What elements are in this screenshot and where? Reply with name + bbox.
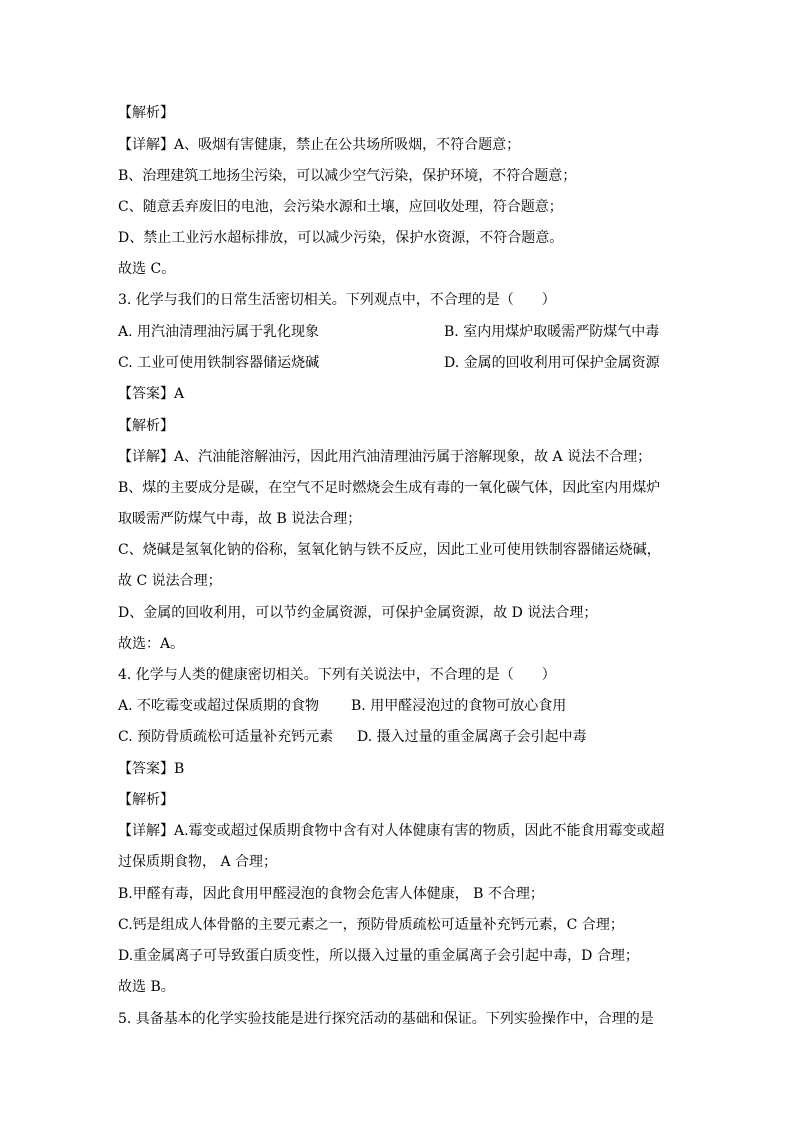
q4-answer: 【答案】B [118,761,185,777]
q3-option-d: D. 金属的回收利用可保护金属资源 [444,355,660,371]
q3-analysis-label: 【解析】 [118,418,174,434]
q3-detail-a: 【详解】A、汽油能溶解油污，因此用汽油清理油污属于溶解现象，故 A 说法不合理； [118,449,652,465]
q2-detail-d: D、禁止工业污水超标排放，可以减少污染，保护水资源，不符合题意。 [118,230,564,246]
q2-analysis-label: 【解析】 [118,105,174,121]
q4-detail-d: D.重金属离子可导致蛋白质变性，所以摄入过量的重金属离子会引起中毒，D 合理； [118,948,639,964]
q3-conclusion: 故选：A。 [118,636,185,652]
q3-detail-c-line1: C、烧碱是氢氧化钠的俗称，氢氧化钠与铁不反应，因此工业可使用铁制容器储运烧碱， [118,542,661,558]
q3-detail-b-line1: B、煤的主要成分是碳，在空气不足时燃烧会生成有毒的一氧化碳气体，因此室内用煤炉 [118,480,661,496]
q2-detail-c: C、随意丢弃废旧的电池，会污染水源和土壤，应回收处理，符合题意； [118,199,563,215]
q5-stem: 5. 具备基本的化学实验技能是进行探究活动的基础和保证。下列实验操作中，合理的是 [118,1011,654,1027]
q2-detail-a: 【详解】A、吸烟有害健康，禁止在公共场所吸烟，不符合题意； [118,137,521,153]
q4-stem: 4. 化学与人类的健康密切相关。下列有关说法中，不合理的是（ ） [118,667,556,683]
q4-option-d: D. 摄入过量的重金属离子会引起中毒 [357,729,587,745]
q4-detail-a-line2: 过保质期食物， A 合理； [118,854,278,870]
q4-analysis-label: 【解析】 [118,792,174,808]
q4-detail-b: B.甲醛有毒，因此食用甲醛浸泡的食物会危害人体健康， B 不合理； [118,886,544,902]
q4-option-a: A. 不吃霉变或超过保质期的食物 [118,698,320,714]
q4-detail-a-line1: 【详解】A.霉变或超过保质期食物中含有对人体健康有害的物质，因此不能食用霉变或超 [118,823,665,839]
q2-conclusion: 故选 C。 [118,261,176,277]
q4-detail-c: C.钙是组成人体骨骼的主要元素之一，预防骨质疏松可适量补充钙元素，C 合理； [118,917,624,933]
q3-detail-d: D、金属的回收利用，可以节约金属资源，可保护金属资源，故 D 说法合理； [118,605,598,621]
q3-stem: 3. 化学与我们的日常生活密切相关。下列观点中，不合理的是（ ） [118,292,556,308]
q4-conclusion: 故选 B。 [118,979,175,995]
q4-option-b: B. 用甲醛浸泡过的食物可放心食用 [351,698,567,714]
q3-option-b: B. 室内用煤炉取暖需严防煤气中毒 [444,324,660,340]
q3-detail-b-line2: 取暖需严防煤气中毒，故 B 说法合理； [118,511,362,527]
q3-detail-c-line2: 故 C 说法合理； [118,573,222,589]
q3-option-a: A. 用汽油清理油污属于乳化现象 [118,324,320,340]
q4-option-c: C. 预防骨质疏松可适量补充钙元素 [118,729,334,745]
q3-option-c: C. 工业可使用铁制容器储运烧碱 [118,355,320,371]
q3-answer: 【答案】A [118,386,185,402]
q2-detail-b: B、治理建筑工地扬尘污染，可以减少空气污染，保护环境，不符合题意； [118,168,577,184]
